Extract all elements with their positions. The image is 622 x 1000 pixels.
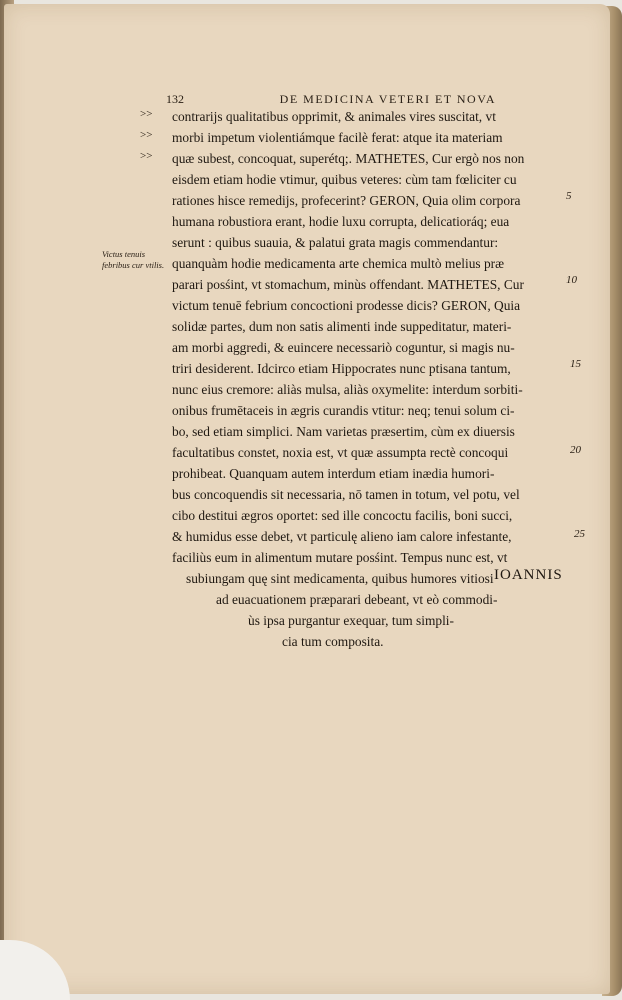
text-line: eisdem etiam hodie vtimur, quibus veteres: cùm tam fœliciter cu [172, 172, 517, 187]
text-line: contrarijs qualitatibus opprimit, & animales vires suscitat, vt [172, 109, 496, 124]
text-line: subiungam quę sint medicamenta, quibus humores vitiosi [186, 571, 494, 586]
text-line: solidæ partes, dum non satis alimenti inde suppeditatur, materi- [172, 319, 512, 334]
text-line: morbi impetum violentiámque facilè ferat: atque ita materiam [172, 130, 503, 145]
line-number: 20 [570, 444, 581, 456]
text-line: cibo destitui ægros oportet: sed ille concoctu facilis, boni succi, [172, 508, 513, 523]
text-line: faciliùs eum in alimentum mutare posśint. Tempus nunc est, vt [172, 550, 508, 565]
line-number: 5 [566, 190, 572, 202]
text-line: triri desiderent. Idcirco etiam Hippocrates nunc ptisana tantum, [172, 361, 511, 376]
page-number: 132 [166, 92, 184, 106]
line-number: 25 [574, 528, 585, 540]
quote-mark: >> [140, 129, 153, 141]
text-line: rationes hisce remedijs, profecerint? GERON, Quia olim corpora [172, 193, 521, 208]
text-line: quanquàm hodie medicamenta arte chemica multò melius præ [172, 256, 505, 271]
text-line: parari posśint, vt stomachum, minùs offendant. MATHETES, Cur [172, 277, 524, 292]
text-line: nunc eius cremore: aliàs mulsa, aliàs oxymelite: interdum sorbiti- [172, 382, 523, 397]
text-line: humana robustiora erant, hodie luxu corrupta, delicatioráq; eua [172, 214, 510, 229]
text-line: bo, sed etiam simplici. Nam varietas præsertim, cùm ex diuersis [172, 424, 515, 439]
text-line: quæ subest, concoquat, superétq;. MATHETES, Cur ergò nos non [172, 151, 525, 166]
text-line: prohibeat. Quanquam autem interdum etiam inædia humori- [172, 466, 495, 481]
text-line: ùs ipsa purgantur exequar, tum simpli- [248, 613, 454, 628]
quote-mark: >> [140, 150, 153, 162]
text-line: serunt : quibus suauia, & palatui grata magis commendantur: [172, 235, 499, 250]
text-line: & humidus esse debet, vt particulę alieno iam calore infestante, [172, 529, 512, 544]
text-line: cia tum composita. [282, 634, 384, 649]
running-title: DE MEDICINA VETERI ET NOVA [279, 92, 496, 106]
line-number: 10 [566, 274, 577, 286]
text-line: am morbi aggredi, & euincere necessariò coguntur, si magis nu- [172, 340, 515, 355]
catchword: IOANNIS [494, 567, 563, 583]
quote-mark: >> [140, 108, 153, 120]
text-line: bus concoquendis sit necessaria, nō tamen in totum, vel potu, vel [172, 487, 520, 502]
text-line: victum tenuē febrium concoctioni prodesse dicis? GERON, Quia [172, 298, 521, 313]
marginal-note: Victus tenuis febribus cur vtilis. [102, 249, 165, 270]
text-line: ad euacuationem præparari debeant, vt eò commodi- [216, 592, 498, 607]
text-line: onibus frumētaceis in ægris curandis vtitur: neq; tenui solum ci- [172, 403, 515, 418]
line-number: 15 [570, 358, 581, 370]
text-line: facultatibus constet, noxia est, vt quæ assumpta rectè concoqui [172, 445, 509, 460]
